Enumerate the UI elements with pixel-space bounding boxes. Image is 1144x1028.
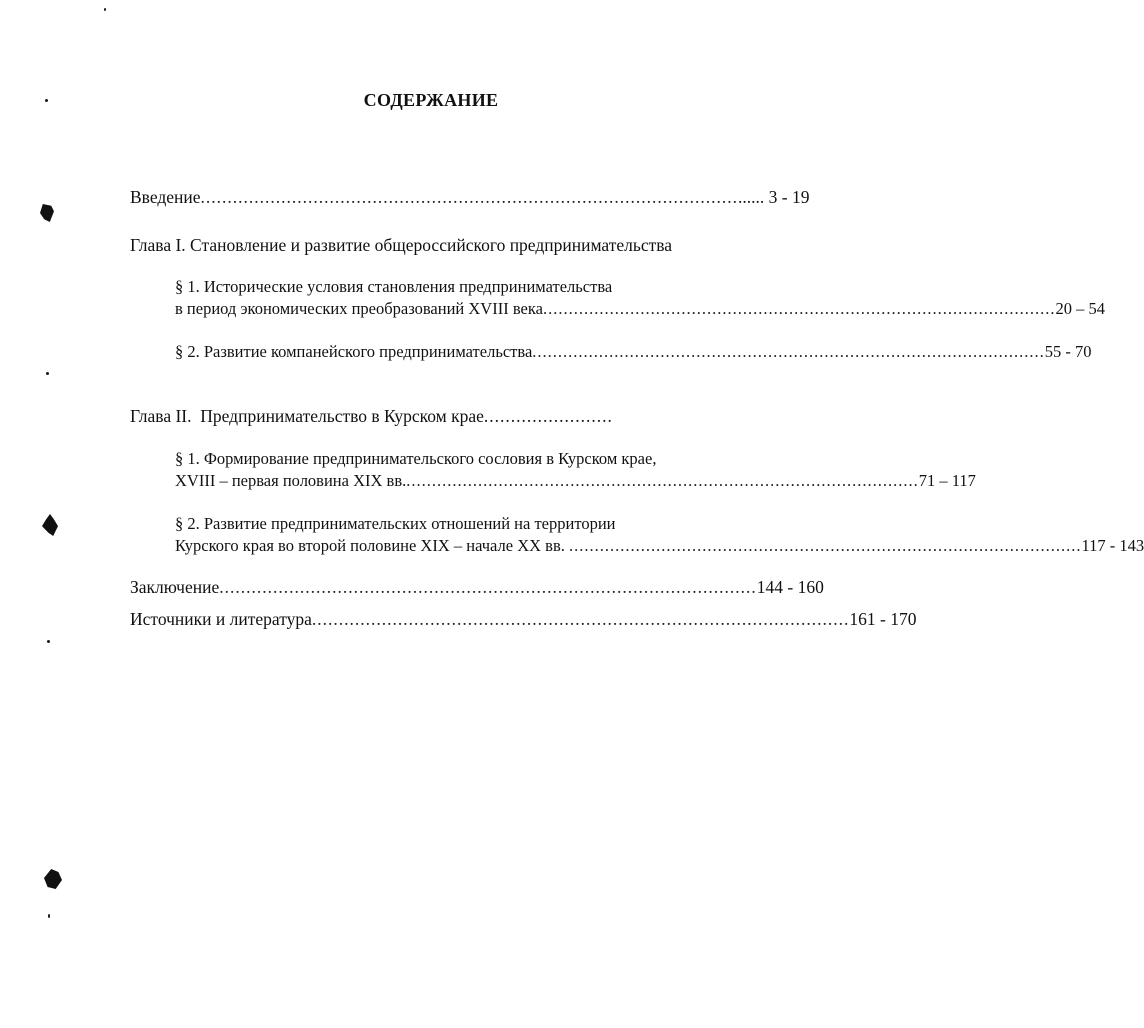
toc-section-2-1-line2 — [175, 470, 976, 492]
toc-leader-dots: .................................................................................................... — [569, 536, 1082, 555]
scan-speck — [48, 914, 50, 918]
toc-entry-text: Курского края во второй половине XIX – начале XX вв. — [175, 536, 569, 555]
toc-leader-dots: .................................................................................................... — [542, 299, 1056, 318]
scan-blot — [42, 514, 58, 536]
scan-blot — [40, 204, 54, 222]
toc-page-number: 55 - 70 — [1044, 342, 1092, 361]
toc-leader-dots: ........................ — [483, 406, 613, 426]
toc-section-1-1-line2 — [175, 298, 1105, 320]
toc-entry-text: Источники и литература — [130, 609, 312, 629]
toc-section-2-1-line1: § 1. Формирование предпринимательского сословия в Курском крае, — [175, 449, 657, 468]
toc-entry-text: в период экономических преобразований XVIII века — [175, 299, 543, 318]
toc-entry-introduction — [130, 186, 810, 208]
toc-leader-dots: .................................................................................................... — [219, 577, 757, 597]
scan-speck — [47, 640, 50, 643]
toc-section-2-2-line1: § 2. Развитие предпринимательских отношений на территории — [175, 514, 616, 533]
scan-blot — [44, 869, 62, 889]
toc-entry-text: Глава II. Предпринимательство в Курском крае — [130, 406, 484, 426]
toc-entry-text: Введение — [130, 187, 201, 207]
toc-entry-text: § 2. Развитие компанейского предпринимательства — [175, 342, 533, 361]
toc-section-2-2-line2 — [175, 535, 1144, 557]
toc-leader-dots: .................................................................................................... — [532, 342, 1045, 361]
toc-chapter-1: Глава I. Становление и развитие общероссийского предпринимательства — [130, 235, 673, 255]
toc-entry-conclusion — [130, 576, 824, 598]
toc-entry-sources — [130, 608, 917, 630]
toc-page-number: ...... 3 - 19 — [738, 187, 810, 207]
toc-leader-dots: .................................................................................................... — [406, 471, 919, 490]
toc-page-number: 161 - 170 — [849, 609, 917, 629]
toc-section-1-1-line1: § 1. Исторические условия становления предпринимательства — [175, 277, 613, 296]
document-title: СОДЕРЖАНИЕ — [363, 90, 499, 110]
toc-leader-dots: .................................................................................................... — [200, 187, 739, 207]
scan-speck — [46, 372, 49, 375]
toc-page-number: 144 - 160 — [756, 577, 824, 597]
toc-page-number: 71 – 117 — [918, 471, 976, 490]
toc-leader-dots: .................................................................................................... — [311, 609, 850, 629]
toc-entry-text: Заключение — [130, 577, 220, 597]
toc-page-number: 117 - 143 — [1081, 536, 1144, 555]
scan-speck — [104, 8, 106, 11]
toc-entry-text: XVIII – первая половина XIX вв. — [175, 471, 407, 490]
toc-page-number: 20 – 54 — [1055, 299, 1105, 318]
toc-section-1-2 — [175, 341, 1092, 363]
toc-chapter-2 — [130, 405, 613, 427]
